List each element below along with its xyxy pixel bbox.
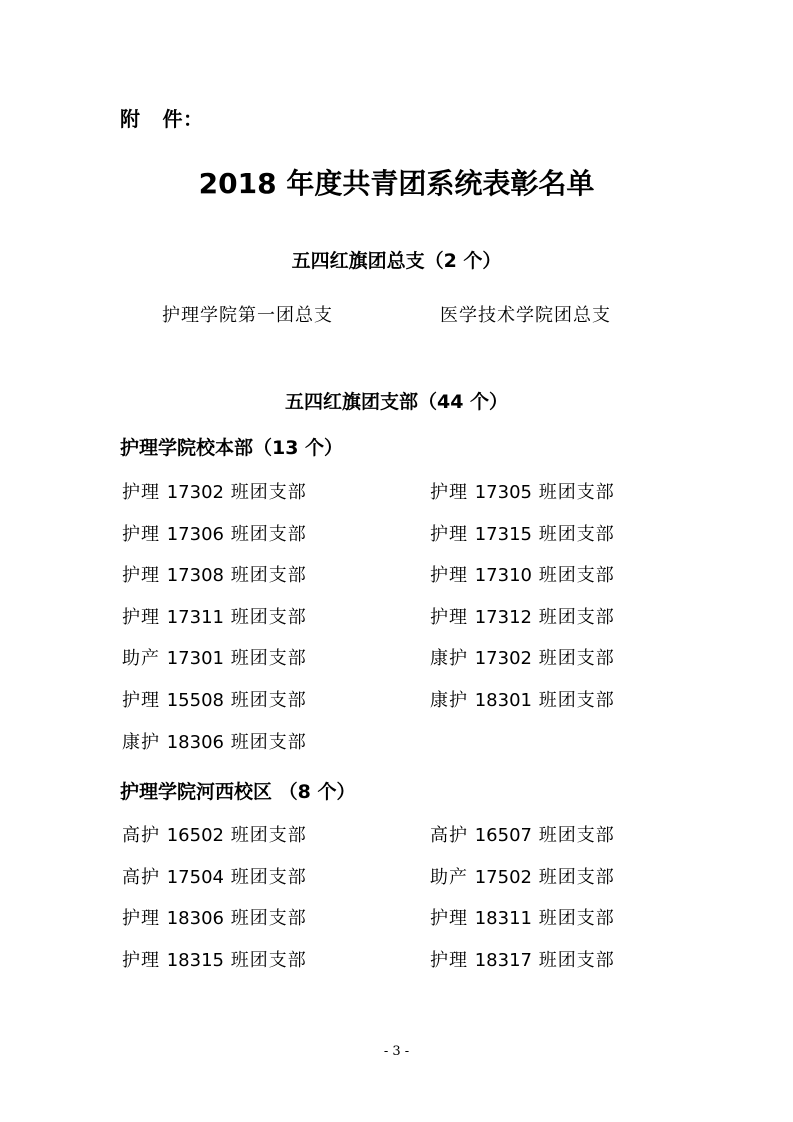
section-title-general-branch: 五四红旗团总支（2 个） — [291, 250, 502, 272]
branch-item-prefix: 护理 — [122, 565, 160, 587]
branch-item-suffix: 班团支部 — [538, 690, 615, 711]
branch-item-suffix: 班团支部 — [538, 523, 615, 545]
branch-item-number: 18306 — [166, 731, 224, 753]
branch-item-suffix: 班团支部 — [230, 482, 307, 503]
branch-item — [430, 603, 615, 629]
branch-item-prefix: 护理 — [122, 690, 160, 711]
branch-item-prefix: 助产 — [122, 648, 160, 670]
section-title-youth-branch: 五四红旗团支部（44 个） — [284, 391, 509, 413]
branch-item-prefix: 护理 — [122, 606, 160, 628]
branch-item-suffix: 班团支部 — [538, 908, 615, 930]
branch-item — [430, 478, 615, 504]
group-title-hexi-campus: 护理学院河西校区 （8 个） — [120, 781, 356, 803]
branch-item-prefix: 护理 — [430, 949, 468, 971]
general-branch-item: 护理学院第一团总支 — [162, 305, 333, 326]
branch-item — [430, 644, 615, 670]
branch-item — [122, 561, 307, 587]
branch-item — [430, 904, 615, 930]
branch-item-number: 16502 — [166, 825, 224, 846]
page-number: - 3 - — [383, 1044, 410, 1059]
branch-item-number: 18311 — [474, 908, 532, 930]
branch-item-number: 17305 — [474, 482, 532, 503]
branch-item — [122, 863, 307, 889]
branch-item-suffix: 班团支部 — [538, 949, 615, 971]
branch-item — [122, 728, 307, 754]
branch-item — [122, 603, 307, 629]
branch-item-suffix: 班团支部 — [230, 606, 307, 628]
document-title: 2018 年度共青团系统表彰名单 — [198, 167, 595, 200]
branch-item-number: 17312 — [474, 606, 532, 628]
branch-item-suffix: 班团支部 — [538, 482, 615, 503]
branch-item-suffix: 班团支部 — [230, 648, 307, 670]
branch-item-number: 17315 — [474, 523, 532, 545]
branch-item-prefix: 康护 — [122, 731, 160, 753]
branch-item — [122, 686, 307, 712]
branch-item-prefix: 护理 — [430, 523, 468, 545]
branch-item — [122, 644, 307, 670]
branch-item-number: 15508 — [166, 690, 224, 711]
branch-item-suffix: 班团支部 — [230, 731, 307, 753]
branch-item — [430, 863, 615, 889]
branch-item-suffix: 班团支部 — [538, 648, 615, 670]
branch-item-suffix: 班团支部 — [230, 690, 307, 711]
branch-item-prefix: 助产 — [430, 866, 468, 888]
attachment-label-part1: 附 — [120, 107, 141, 131]
branch-item-prefix: 护理 — [430, 482, 468, 503]
branch-item-number: 17502 — [474, 866, 532, 888]
branch-item-prefix: 护理 — [430, 908, 468, 930]
branch-item-prefix: 康护 — [430, 648, 468, 670]
branch-item-suffix: 班团支部 — [230, 565, 307, 587]
branch-item-number: 18317 — [474, 949, 532, 971]
branch-item-prefix: 护理 — [122, 523, 160, 545]
branch-item-number: 17302 — [166, 482, 224, 503]
branch-item-number: 17306 — [166, 523, 224, 545]
branch-item-number: 18315 — [166, 949, 224, 971]
branch-item-number: 17504 — [166, 866, 224, 888]
branch-item-suffix: 班团支部 — [538, 606, 615, 628]
branch-item-suffix: 班团支部 — [538, 565, 615, 587]
branch-item-prefix: 护理 — [122, 482, 160, 503]
branch-item-prefix: 高护 — [430, 825, 468, 846]
branch-item-prefix: 高护 — [122, 866, 160, 888]
branch-item-prefix: 护理 — [430, 606, 468, 628]
branch-item-suffix: 班团支部 — [538, 866, 615, 888]
branch-item-suffix: 班团支部 — [230, 908, 307, 930]
branch-item-number: 17310 — [474, 565, 532, 587]
branch-item-suffix: 班团支部 — [230, 523, 307, 545]
branch-item-suffix: 班团支部 — [230, 949, 307, 971]
branch-item — [430, 946, 615, 972]
branch-item-number: 17302 — [474, 648, 532, 670]
branch-item-suffix: 班团支部 — [538, 825, 615, 846]
branch-item-prefix: 康护 — [430, 690, 468, 711]
branch-item-suffix: 班团支部 — [230, 866, 307, 888]
group-title-main-campus: 护理学院校本部（13 个） — [120, 437, 344, 459]
branch-item — [430, 561, 615, 587]
branch-item — [122, 478, 307, 504]
branch-item-number: 17308 — [166, 565, 224, 587]
branch-item — [122, 520, 307, 546]
branch-item — [430, 686, 615, 712]
branch-item — [122, 904, 307, 930]
branch-item-prefix: 护理 — [122, 908, 160, 930]
branch-item-number: 18301 — [474, 690, 532, 711]
branch-item — [430, 520, 615, 546]
attachment-label — [120, 103, 204, 132]
branch-item-prefix: 高护 — [122, 825, 160, 846]
branch-item-prefix: 护理 — [430, 565, 468, 587]
branch-item — [122, 821, 307, 847]
branch-item-number: 17311 — [166, 606, 224, 628]
branch-item-number: 16507 — [474, 825, 532, 846]
branch-item-suffix: 班团支部 — [230, 825, 307, 846]
general-branch-item: 医学技术学院团总支 — [440, 305, 611, 326]
branch-item — [430, 821, 615, 847]
branch-item — [122, 946, 307, 972]
branch-item-number: 18306 — [166, 908, 224, 930]
branch-item-number: 17301 — [166, 648, 224, 670]
branch-item-prefix: 护理 — [122, 949, 160, 971]
attachment-label-part2: 件： — [162, 107, 204, 131]
